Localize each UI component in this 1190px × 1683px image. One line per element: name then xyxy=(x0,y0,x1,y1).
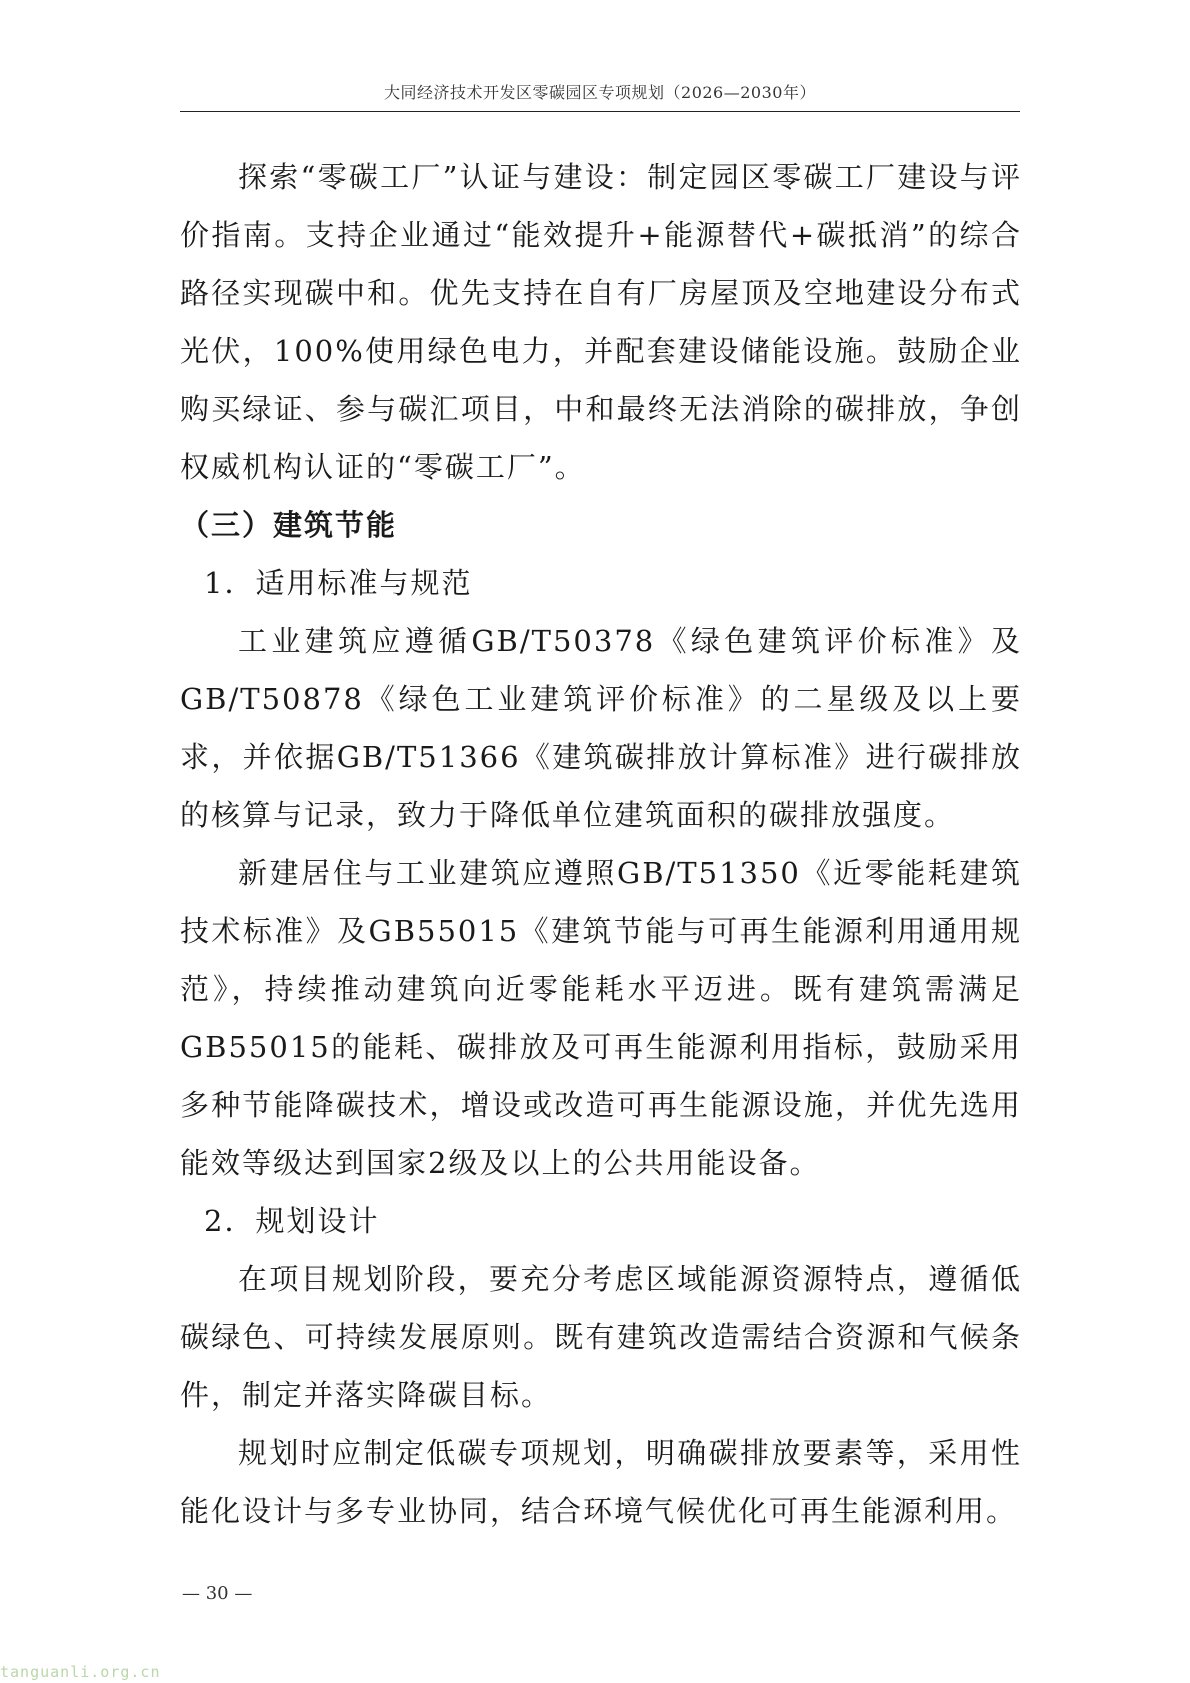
header-rule xyxy=(180,111,1020,112)
paragraph-low-carbon-plan: 规划时应制定低碳专项规划，明确碳排放要素等，采用性能化设计与多专业协同，结合环境气候优化可再生能源利用。 xyxy=(180,1436,1022,1528)
paragraph-planning-stage: 在项目规划阶段，要充分考虑区域能源资源特点，遵循低碳绿色、可持续发展原则。既有建筑改造需结合资源和气候条件，制定并落实降碳目标。 xyxy=(180,1262,1022,1412)
subsection-heading-planning: 2．规划设计 xyxy=(204,1204,380,1238)
subsection-heading-standards: 1．适用标准与规范 xyxy=(204,566,473,600)
paragraph-new-buildings: 新建居住与工业建筑应遵照GB/T51350《近零能耗建筑技术标准》及GB55015《建筑节能与可再生能源利用通用规范》，持续推动建筑向近零能耗水平迈进。既有建筑需满足GB55015的能耗、碳排放及可再生能源利用指标，鼓励采用多种节能降碳技术，增设或改造可再生能源设施，并优先选用能效等级达到国家2级及以上的公共用能设备。 xyxy=(180,856,1022,1180)
source-watermark: tanguanli.org.cn xyxy=(0,1663,161,1681)
paragraph-zero-carbon-factory: 探索“零碳工厂”认证与建设：制定园区零碳工厂建设与评价指南。支持企业通过“能效提升+能源替代+碳抵消”的综合路径实现碳中和。优先支持在自有厂房屋顶及空地建设分布式光伏，100%使用绿色电力，并配套建设储能设施。鼓励企业购买绿证、参与碳汇项目，中和最终无法消除的碳排放，争创权威机构认证的“零碳工厂”。 xyxy=(180,160,1022,484)
section-heading-building-energy: （三）建筑节能 xyxy=(180,508,398,542)
running-header: 大同经济技术开发区零碳园区专项规划（2026—2030年） xyxy=(384,83,816,102)
page-number: — 30 — xyxy=(182,1583,253,1604)
document-body xyxy=(180,148,1022,1540)
paragraph-industrial-standards: 工业建筑应遵循GB/T50378《绿色建筑评价标准》及GB/T50878《绿色工业建筑评价标准》的二星级及以上要求，并依据GB/T51366《建筑碳排放计算标准》进行碳排放的核算与记录，致力于降低单位建筑面积的碳排放强度。 xyxy=(180,624,1022,832)
